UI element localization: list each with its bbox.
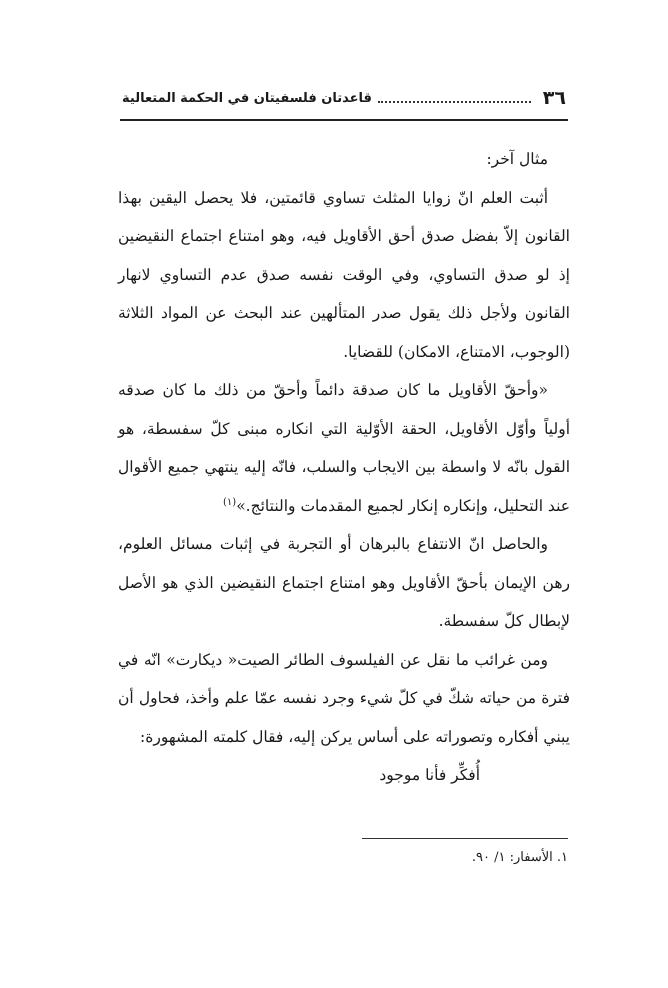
footnote-rule <box>362 838 568 839</box>
paragraph-quotation <box>118 371 570 525</box>
running-title: قاعدتان فلسفيتان في الحكمة المتعالية <box>122 90 372 106</box>
paragraph-geometry: أثبت العلم انّ زوايا المثلث تساوي قائمتين، فلا يحصل اليقين بهذا القانون إلاّ بفضل صدق أحق الأقاويل فيه، وهو امتناع اجتماع النقيضين إذ لو صدق التساوي، وفي الوقت نفسه صدق عدم التساوي لانهار القانون ولأجل ذلك يقول صدر المتألهين عند البحث عن المواد الثلاثة (الوجوب، الامتناع، الامكان) للقضايا. <box>118 188 570 361</box>
header-rule <box>120 119 568 121</box>
paragraph-descartes: ومن غرائب ما نقل عن الفيلسوف الطائر الصيت« ديكارت» انّه في فترة من حياته شكّ في كلّ شيء وجرد نفسه عمّا علم وأخذ، فحاول أن يبني أفكاره وتصوراته على أساس يركن إليه، فقال كلمته المشهورة: <box>118 650 570 746</box>
quote-line: أُفكِّر فأنا موجود <box>379 766 480 784</box>
footnote: ١. الأسفار: ١/ ٩٠. <box>471 850 568 865</box>
body-text <box>118 140 570 795</box>
paragraph-conclusion: والحاصل انّ الانتفاع بالبرهان أو التجربة في إثبات مسائل العلوم، رهن الإيمان بأحقّ الأقاويل وهو امتناع اجتماع النقيضين الذي هو الأصل لإبطال كلّ سفسطة. <box>118 535 570 630</box>
quotation-text: «وأحقّ الأقاويل ما كان صدقة دائماً وأحقّ من ذلك ما كان صدقه أولياً وأوّل الأقاويل، الحقة الأوّلية التي انكاره مبنى كلّ سفسطة، هو القول بانّه لا واسطة بين الايجاب والسلب، فانّه إليه ينتهي جميع الأقوال عند التحليل، وإنكاره إنكار لجميع المقدمات والنتائج.» <box>118 381 570 515</box>
page-number: ٣٦ <box>542 87 566 109</box>
dotted-leader <box>378 101 531 103</box>
page-header <box>122 86 566 110</box>
footnote-reference: (١) <box>223 496 237 508</box>
paragraph-example-heading: مثال آخر: <box>486 150 548 168</box>
